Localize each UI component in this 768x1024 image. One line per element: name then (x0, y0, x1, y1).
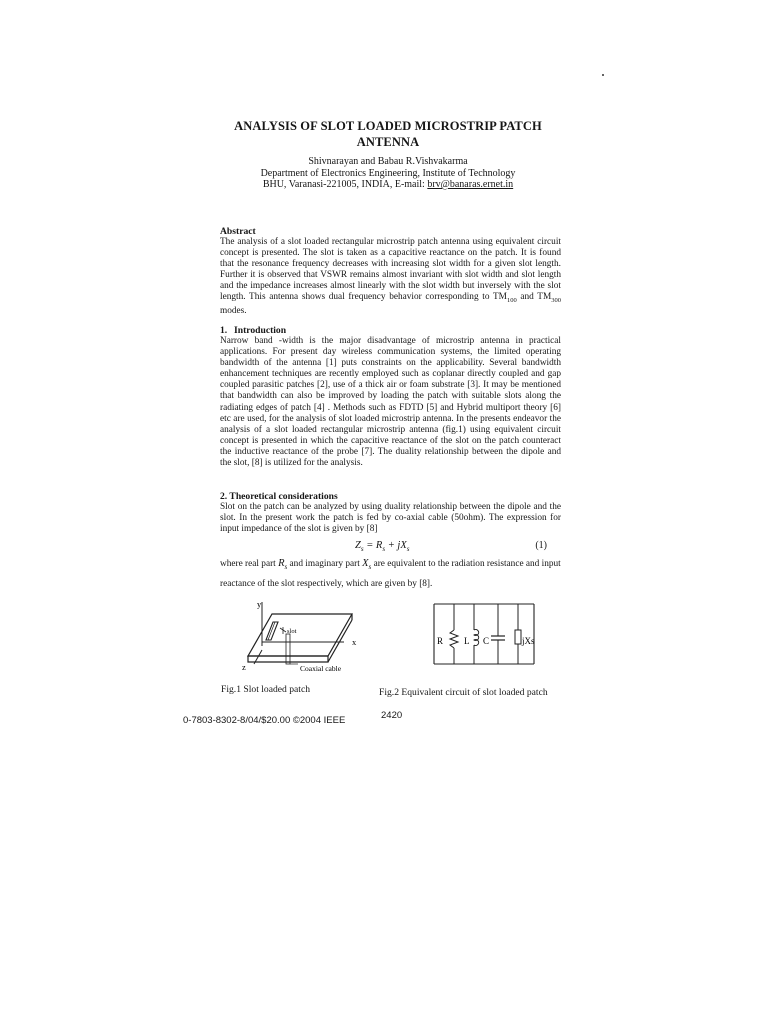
fig2-equivalent-circuit (426, 600, 576, 670)
introduction-heading: 1. Introduction (220, 325, 287, 336)
fig2-r-label: R (437, 636, 444, 646)
fig1-caption: Fig.1 Slot loaded patch (221, 684, 310, 695)
fig1-slot-loaded-patch (226, 598, 376, 678)
where-paragraph: where real part $R_s$ and imaginary part $X_s$ are equivalent to the radiation resistance and input reactance of the slot respectively, which are given by [8]. (220, 558, 561, 590)
impedance-equation: $Z_s = R_s + jX_s$ (355, 540, 410, 554)
equation-1 (220, 539, 561, 555)
abstract-section (220, 226, 561, 318)
theory-section (220, 491, 561, 535)
introduction-text: Narrow band -width is the major disadvantage of microstrip antenna in practical applications. For present day wireless communication systems, the limited operating bandwidth of the antenna [1] puts constraints on the applicability. Several bandwidth enhancement techniques are recently employed such as coplanar directly coupled and gap coupled parasitic patches [2], use of a thick air or foam substrate [3]. It may be mentioned that bandwidth can also be improved by loading the patch with suitable slots along the radiating edges of patch [4] . Methods such as FDTD [5] and Hybrid multiport theory [6] etc are used, for the analysis of slot loaded microstrip antenna. In the presents endeavor the analysis of a slot loaded rectangular microstrip antenna (fig.1) using equivalent circuit concept is presented in which the capacitive reactance of the slot on the patch counteract the inductive reactance of the probe [7]. The duality relationship between the dipole and the slot, [8] is utilized for the analysis. (220, 336, 561, 469)
author-names: Shivnarayan and Babau R.Vishvakarma (308, 156, 468, 167)
author-block (200, 156, 576, 191)
title-line-2: ANTENNA (356, 135, 420, 149)
fig2-jx-label: jXs (522, 636, 535, 646)
equation-number: (1) (535, 540, 547, 551)
theory-heading: 2. Theoretical considerations (220, 491, 338, 502)
abstract-main: The analysis of a slot loaded rectangular microstrip patch antenna using equivalent circuit concept is presented. The slot is taken as a capacitive reactance on the patch. It is found that the resonance frequency decreases with increasing slot width for a given slot length. Further it is observed that VSWR remains almost invariant with slot width and slot length and the impedance increases almost linearly with the slot width but inversely with the slot length. This antenna shows dual frequency behavior corresponding to (220, 237, 561, 303)
abstract-heading: Abstract (220, 226, 256, 237)
page-number: 2420 (381, 710, 403, 721)
mode-1: $TM_{100}$ (493, 292, 517, 305)
abstract-text: The analysis of a slot loaded rectangular microstrip patch antenna using equivalent circuit concept is presented. The slot is taken as a capacitive reactance on the patch. It is found that the resonance frequency decreases with increasing slot width for a given slot length. Further it is observed that VSWR remains almost invariant with slot width and slot length and the impedance increases almost linearly with the slot width but inversely with the slot length. This antenna shows dual frequency behavior corresponding to $TM_{100}$ and $TM_{300}$ modes. (220, 237, 561, 317)
introduction-section (220, 325, 561, 469)
address-text: BHU, Varanasi-221005, INDIA, E-mail: (262, 179, 428, 190)
theory-text: Slot on the patch can be analyzed by using duality relationship between the dipole and the slot. In the present work the patch is fed by co-axial cable (50ohm). The expression for input impedance of the slot is given by [8] (220, 502, 561, 535)
mode-2: $TM_{300}$ (537, 292, 561, 305)
fig1-cable-label: Coaxial cable (300, 664, 342, 673)
fig1-slot-label: slot (287, 628, 297, 635)
email-link[interactable]: brv@banaras.ernet.in (427, 179, 514, 190)
title-line-1: ANALYSIS OF SLOT LOADED MICROSTRIP PATCH (234, 119, 542, 133)
fig2-c-label: C (483, 636, 490, 646)
copyright-line: 0-7803-8302-8/04/$20.00 ©2004 IEEE (183, 715, 346, 726)
fig1-y-label: y (257, 599, 262, 609)
fig2-l-label: L (464, 636, 470, 646)
paper-title (200, 118, 576, 150)
fig2-caption: Fig.2 Equivalent circuit of slot loaded patch (379, 687, 548, 698)
address (200, 179, 576, 191)
affiliation: Department of Electronics Engineering, Institute of Technology (260, 167, 516, 179)
introduction-number: 1. (220, 325, 228, 336)
page-speck (602, 74, 604, 76)
fig1-z-label: z (242, 662, 246, 672)
fig1-x-label: x (352, 637, 357, 647)
